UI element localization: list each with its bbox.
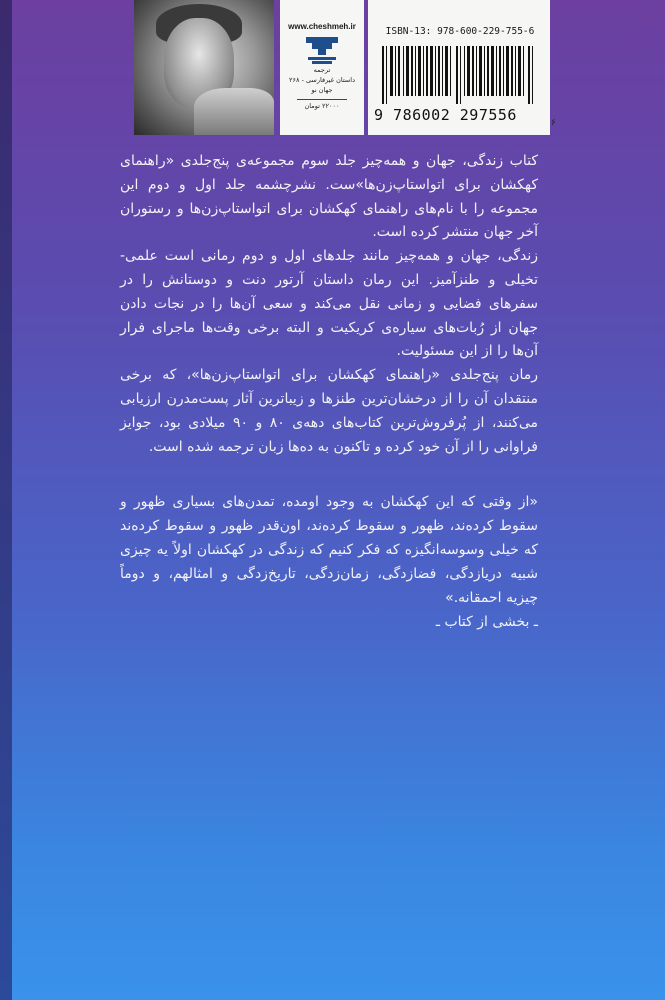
- isbn-label: ISBN-13: 978-600-229-755-6: [385, 26, 535, 37]
- spine-edge: [0, 0, 12, 1000]
- author-photo: [134, 0, 274, 135]
- publisher-box: [280, 0, 364, 135]
- quote-source: ـ بخشی از کتاب ـ: [435, 614, 538, 630]
- publisher-logo-icon: [304, 35, 340, 65]
- book-description: [120, 150, 538, 459]
- series-line-1: ترجمه: [313, 66, 331, 74]
- barcode-icon: [382, 46, 538, 104]
- description-paragraph-1: کتاب زندگی، جهان و همه‌چیز جلد سوم مجموعه‌ی پنج‌جلدی «راهنمای کهکشان برای اتواستاپ‌زن‌ها»ست. نشرچشمه جلد اول و دوم این مجموعه را با نام‌های راهنمای کهکشان برای اتواستاپ‌زن‌ها و رستوران آخر جهان منتشر کرده است.: [120, 153, 538, 241]
- author-hand: [194, 88, 274, 135]
- barcode-digits: 9 786002 297556: [374, 106, 517, 124]
- publisher-url: www.cheshmeh.ir: [288, 22, 356, 31]
- book-quote: «از وقتی که این کهکشان به وجود اومده، تمدن‌های بسیاری ظهور و سقوط کرده‌ند، ظهور و سقوط کرده‌ند، اون‌قدر ظهور و سقوط کرده‌ند که خیلی وسوسه‌انگیزه که فکر کنیم که زندگی در کهکشان اولاً یه چیزی شبیه دریازدگی، فضازدگی، زمان‌زدگی، تاریخ‌زدگی و امثالهم، و دوماً چیزیه احمقانه.»: [120, 494, 538, 606]
- series-line-3: جهان نو: [311, 86, 333, 94]
- barcode-box: [368, 0, 550, 135]
- price: ۲۲۰۰۰ تومان: [297, 99, 347, 110]
- description-paragraph-3: رمان پنج‌جلدی «راهنمای کهکشان برای اتواستاپ‌زن‌ها»، که برخی منتقدان آن را از درخشان‌ترین طنزها و زیباترین آثار پست‌مدرن ارزیابی می‌کنند، از پُرفروش‌ترین کتاب‌های دهه‌ی ۸۰ و ۹۰ میلادی بود، جوایز فراوانی را از آن خود کرده و تاکنون به ده‌ها زبان ترجمه شده است.: [120, 367, 538, 455]
- series-line-2: داستان غیرفارسی - ۲۶۸: [289, 76, 355, 84]
- edge-mark: ۶: [551, 118, 556, 128]
- description-paragraph-2: زندگی، جهان و همه‌چیز مانند جلدهای اول و دوم رمانی است علمی-تخیلی و طنزآمیز. این رمان داستان آرتور دنت و دوستانش را در سفرهای فضایی و زمانی نقل می‌کند و سعی آن‌ها را در نجات دادن جهان از رُبات‌های سیاره‌ی کریکیت و البته برخی وقت‌ها ماجرای فرار آن‌ها را از این مسئولیت.: [120, 248, 538, 360]
